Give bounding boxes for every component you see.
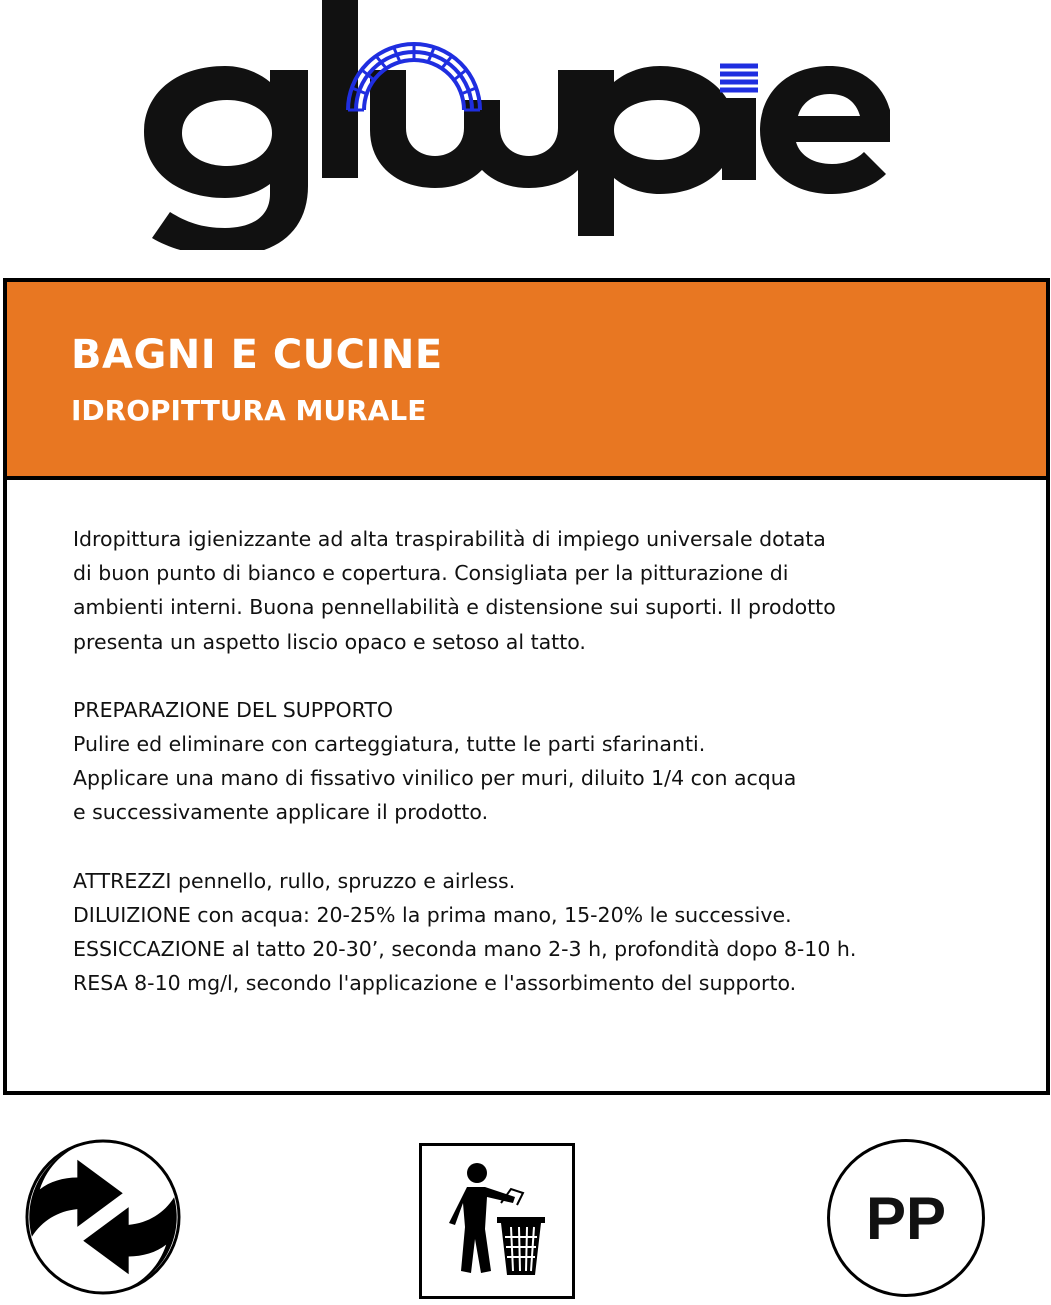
- description-line: ambienti interni. Buona pennellabilità e distensione sui suporti. Il prodotto: [73, 595, 836, 620]
- product-subtitle: IDROPITTURA MURALE: [71, 394, 427, 427]
- logo-letter-g: [144, 66, 308, 250]
- pp-material-icon: [827, 1139, 985, 1297]
- product-label: [3, 278, 1050, 1095]
- preparation-line: Pulire ed eliminare con carteggiatura, tutte le parti sfarinanti.: [73, 732, 706, 757]
- header-band: [7, 282, 1046, 480]
- tidy-man-bin-icon: [419, 1143, 575, 1299]
- product-title: BAGNI E CUCINE: [71, 332, 443, 378]
- spec-tools: ATTREZZI pennello, rullo, spruzzo e airless.: [73, 868, 516, 893]
- logo-letter-i: [722, 98, 756, 180]
- brand-logo: [130, 0, 890, 250]
- logo-letter-e: [760, 66, 890, 194]
- description-line: Idropittura igienizzante ad alta traspirabilità di impiego universale dotata: [73, 527, 826, 551]
- spec-drying: ESSICCAZIONE al tatto 20-30’, seconda mano 2-3 h, profondità dopo 8-10 h.: [73, 937, 857, 962]
- logo-spring-icon: [348, 44, 480, 110]
- logo-letter-w: [370, 70, 594, 188]
- spec-dilution: DILUIZIONE con acqua: 20-25% la prima mano, 15-20% le successive.: [73, 902, 792, 927]
- green-dot-icon: [24, 1138, 182, 1296]
- preparation-line: Applicare una mano di fissativo vinilico per muri, diluito 1/4 con acqua: [73, 766, 797, 791]
- product-description-block: [73, 522, 1033, 1000]
- description-line: di buon punto di bianco e copertura. Consigliata per la pitturazione di: [73, 561, 789, 586]
- preparation-line: e successivamente applicare il prodotto.: [73, 800, 489, 825]
- preparation-heading: PREPARAZIONE DEL SUPPORTO: [73, 697, 394, 722]
- spec-yield: RESA 8-10 mg/l, secondo l'applicazione e l'assorbimento del supporto.: [73, 971, 797, 996]
- description-line: presenta un aspetto liscio opaco e setoso al tatto.: [73, 629, 586, 654]
- logo-letter-p: [578, 66, 736, 236]
- pp-label: PP: [865, 1184, 947, 1252]
- logo-spring-dot-icon: [720, 66, 758, 90]
